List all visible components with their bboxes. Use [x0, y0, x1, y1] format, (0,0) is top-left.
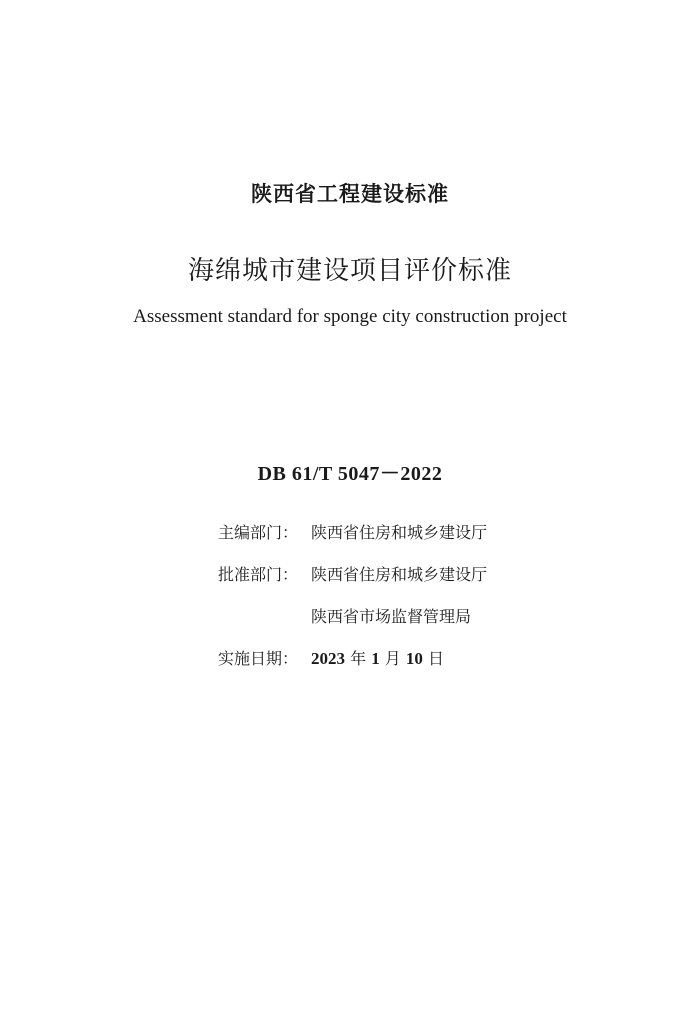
standard-code: DB 61/T 5047－2022 [257, 463, 443, 485]
effective-date-value [311, 646, 444, 672]
standard-series-title: 陕西省工程建设标准 [251, 182, 449, 206]
approver-label: 批准部门： [218, 565, 299, 584]
approver-value-2: 陕西省市场监督管理局 [311, 607, 472, 626]
effective-month: 1 [371, 649, 380, 668]
editor-label: 主编部门： [218, 523, 299, 542]
editor-row [218, 520, 487, 562]
effective-date-label: 实施日期： [218, 649, 299, 668]
approver-value-1: 陕西省住房和城乡建设厅 [311, 565, 488, 584]
document-title-chinese: 海绵城市建设项目评价标准 [187, 256, 512, 286]
month-unit: 月 [379, 649, 406, 668]
approver-row-continued [218, 604, 487, 646]
effective-date-row [218, 646, 487, 688]
day-unit: 日 [422, 649, 444, 668]
effective-day: 10 [405, 649, 423, 668]
effective-year: 2023 [311, 649, 345, 668]
publication-info [218, 520, 487, 688]
editor-value: 陕西省住房和城乡建设厅 [311, 523, 488, 542]
year-unit: 年 [345, 649, 372, 668]
document-title-english: Assessment standard for sponge city construction project [133, 306, 567, 327]
approver-row [218, 562, 487, 604]
